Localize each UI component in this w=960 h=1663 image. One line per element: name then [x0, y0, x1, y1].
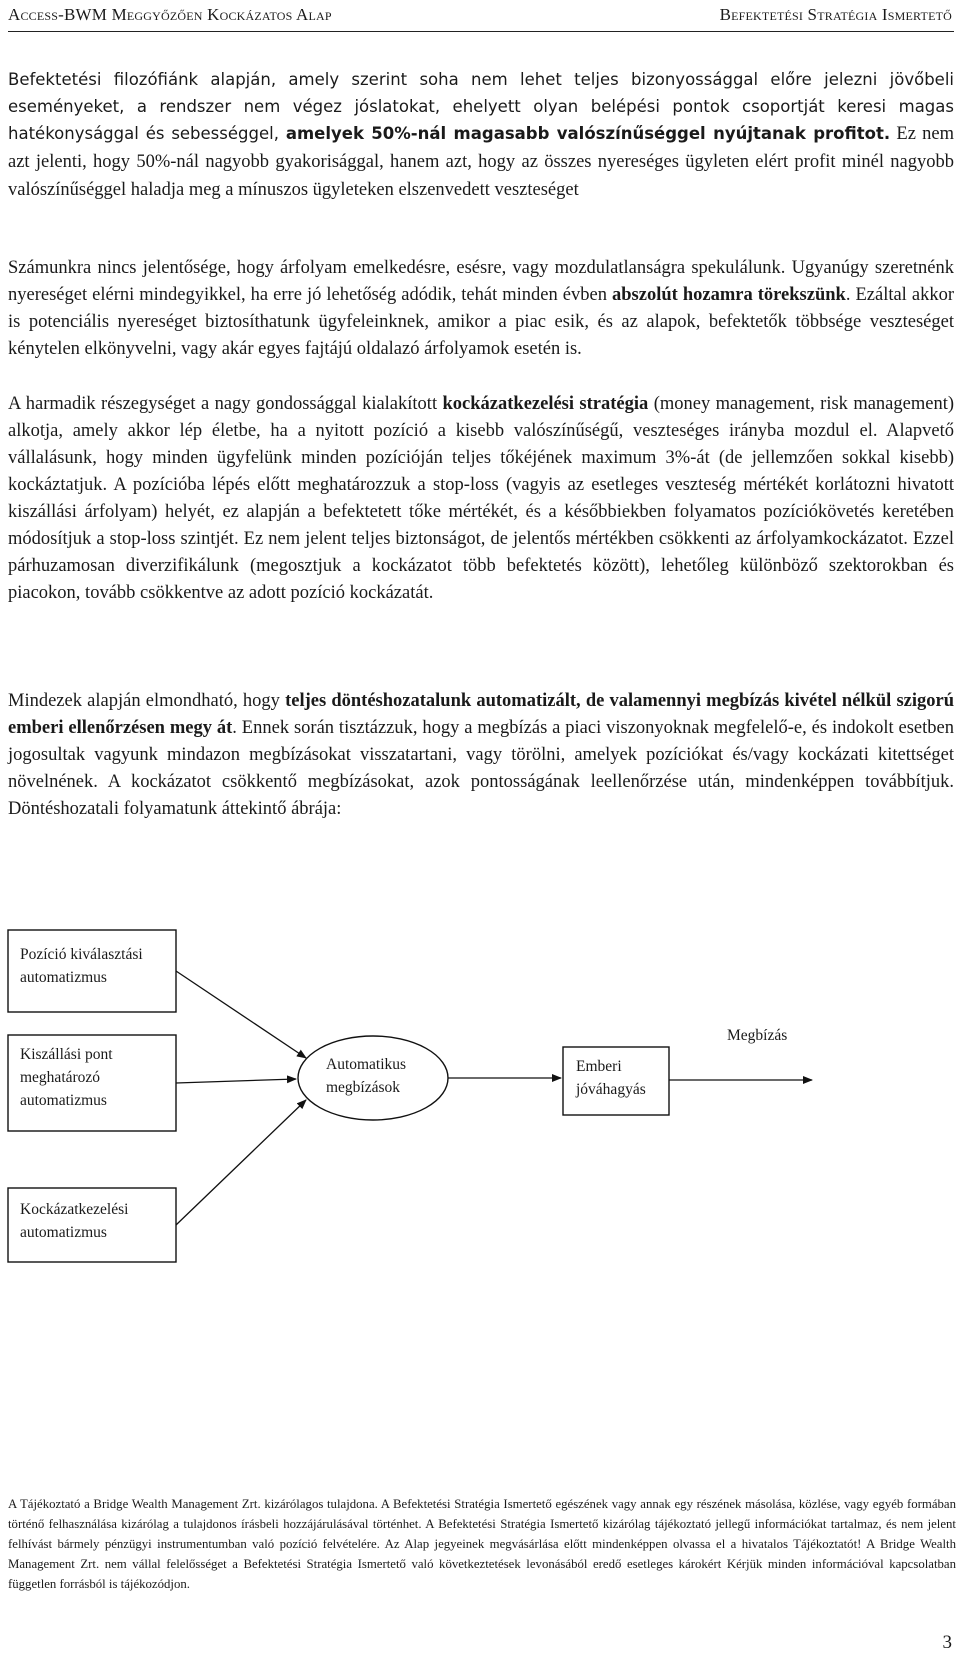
paragraph-decision-making — [8, 688, 954, 823]
decision-process-diagram — [0, 900, 960, 1330]
output-label: Megbízás — [727, 1027, 788, 1044]
node3-label — [20, 1198, 128, 1244]
header-fund-name: Access-BWM Meggyőzően Kockázatos Alap — [8, 5, 332, 24]
p2-text-c: . Ezáltal akkor is potenciális nyereséget biztosíthatunk ügyfeleinknek, amikor a piac esik, és az alapok, befektetők többsége veszteséget kénytelen elkönyvelni, vagy akár egyes fajtájú oldalazó árfolyamok esetén is. — [8, 285, 954, 359]
p3-bold: kockázatkezelési stratégia — [442, 394, 649, 414]
header-document-title: Befektetési Stratégia Ismertető — [719, 5, 952, 24]
p1-bold: amelyek 50%-nál magasabb valószínűséggel nyújtanak profitot. — [285, 124, 891, 143]
human-line-2: jóváhagyás — [576, 1081, 646, 1098]
human-approval-label — [576, 1055, 646, 1101]
page-number: 3 — [942, 1632, 952, 1653]
legal-disclaimer: A Tájékoztató a Bridge Wealth Management Zrt. kizárólagos tulajdona. A Befektetési Stratégia Ismertető egészének vagy annak egy részének másolása, közlése, vagy egyéb formában történő felhasználása kizárólag a tulajdonos írásbeli hozzájárulásával történhet. A Befektetési Stratégia Ismertető kizárólag tájékoztató jellegű információkat tartalmaz, és nem jelent felhívást bármely pénzügyi instrumentumban való pozíció felvételére. Az Alap jegyeinek megvásárlása előtt mindenképpen olvassa el a hivatalos Tájékoztatót! A Bridge Wealth Management Zrt. nem vállal felelősséget a Befektetési Stratégia Ismertető való következtetések levonásából eredő esetleges károkért Kérjük minden információval kapcsolatban független forrásból is tájékozódjon. — [8, 1497, 956, 1591]
node2-line-3: automatizmus — [20, 1092, 107, 1109]
node2-line-2: meghatározó — [20, 1069, 101, 1086]
node2-label — [20, 1043, 113, 1112]
node1-label — [20, 943, 143, 989]
p1-text-c: Ez nem azt jelenti, hogy 50%-nál nagyobb gyakorisággal, hanem azt, hogy az összes nyereséges ügyleten elért profit minél nagyobb valószínűséggel haladja meg a mínuszos ügyleteken elszenvedett veszteséget — [8, 124, 955, 200]
paragraph-risk-management — [8, 391, 954, 607]
arrow-node1-to-center — [176, 971, 306, 1058]
diagram-graphics — [0, 900, 960, 1330]
node3-line-1: Kockázatkezelési — [20, 1201, 129, 1218]
header-rule — [8, 31, 954, 32]
human-line-1: Emberi — [576, 1058, 622, 1075]
node1-line-1: Pozíció kiválasztási — [20, 946, 143, 963]
node2-line-1: Kiszállási pont — [20, 1046, 113, 1063]
paragraph-absolute-return — [8, 255, 954, 363]
p4-bold: teljes döntéshozatalunk automatizált, de valamennyi megbízás kivétel nélkül szigorú emberi ellenőrzésen megy át — [8, 691, 954, 738]
arrow-node3-to-center — [176, 1100, 306, 1225]
center-line-2: megbízások — [326, 1079, 401, 1096]
p2-bold: abszolút hozamra törekszünk — [612, 285, 846, 305]
center-line-1: Automatikus — [326, 1056, 407, 1073]
center-label — [326, 1053, 406, 1099]
node3-line-2: automatizmus — [20, 1224, 107, 1241]
p3-text-c: (money management, risk management) alkotja, amely akkor lép életbe, ha a nyitott pozíció a kisebb valószínűségű, veszteséges irányba mozdul el. Alapvető vállalásunk, hogy minden ügyfelünk minden pozícióján teljes tőkéjének maximum 3%-át (de jellemzően sokkal kisebb) kockáztatjuk. A pozícióba lépés előtt meghatározzuk a stop-loss (vagyis az esetleges veszteség mértékét korlátozni hivatott kiszállási árfolyam) helyét, ez alapján a befektetett tőke mértékét, és a későbbiekben folyamatos pozíciókövetés keretében módosítjuk a stop-loss szintjét. Ez nem jelent teljes biztonságot, de jelentős mértékben csökkenti az árfolyamkockázatot. Ezzel párhuzamosan diverzifikálunk (megosztjuk a kockázatot több befektetés között), lehetőleg különböző szektorokban és piacokon, tovább csökkentve az adott pozíció kockázatát. — [8, 394, 955, 603]
p1-text-a: Befektetési filozófiánk alapján, amely szerint soha nem lehet teljes bizonyossággal előre jelezni jövőbeli eseményeket, a rendszer nem végez jóslatokat, ehelyett olyan belépési pontok csoportját keresi magas hatékonysággal és sebességgel, — [8, 70, 954, 143]
node1-line-2: automatizmus — [20, 969, 107, 986]
page-header — [0, 0, 960, 38]
arrow-node2-to-center — [176, 1079, 296, 1083]
p2-text-a: Számunkra nincs jelentősége, hogy árfolyam emelkedésre, esésre, vagy mozdulatlanságra spekulálunk. Ugyanúgy szeretnénk nyereséget elérni mindegyikkel, ha erre jó lehetőség adódik, tehát minden évben — [8, 258, 954, 305]
p4-text-a: Mindezek alapján elmondható, hogy — [8, 691, 286, 711]
p4-text-c: . Ennek során tisztázzuk, hogy a megbízás a piaci viszonyoknak megfelelő-e, és indokolt esetben jogosultak vagyunk mindazon megbízásokat visszatartani, vagy törölni, amelyek pozíciókat és/vagy kockázati kitettséget növelnének. A kockázatot csökkentő megbízásokat, azok pontosságának leellenőrzése után, mindenképpen továbbítjuk. Döntéshozatali folyamatunk áttekintő ábrája: — [8, 718, 954, 819]
paragraph-philosophy — [8, 66, 954, 204]
p3-text-a: A harmadik részegységet a nagy gondossággal kialakított — [8, 394, 443, 414]
